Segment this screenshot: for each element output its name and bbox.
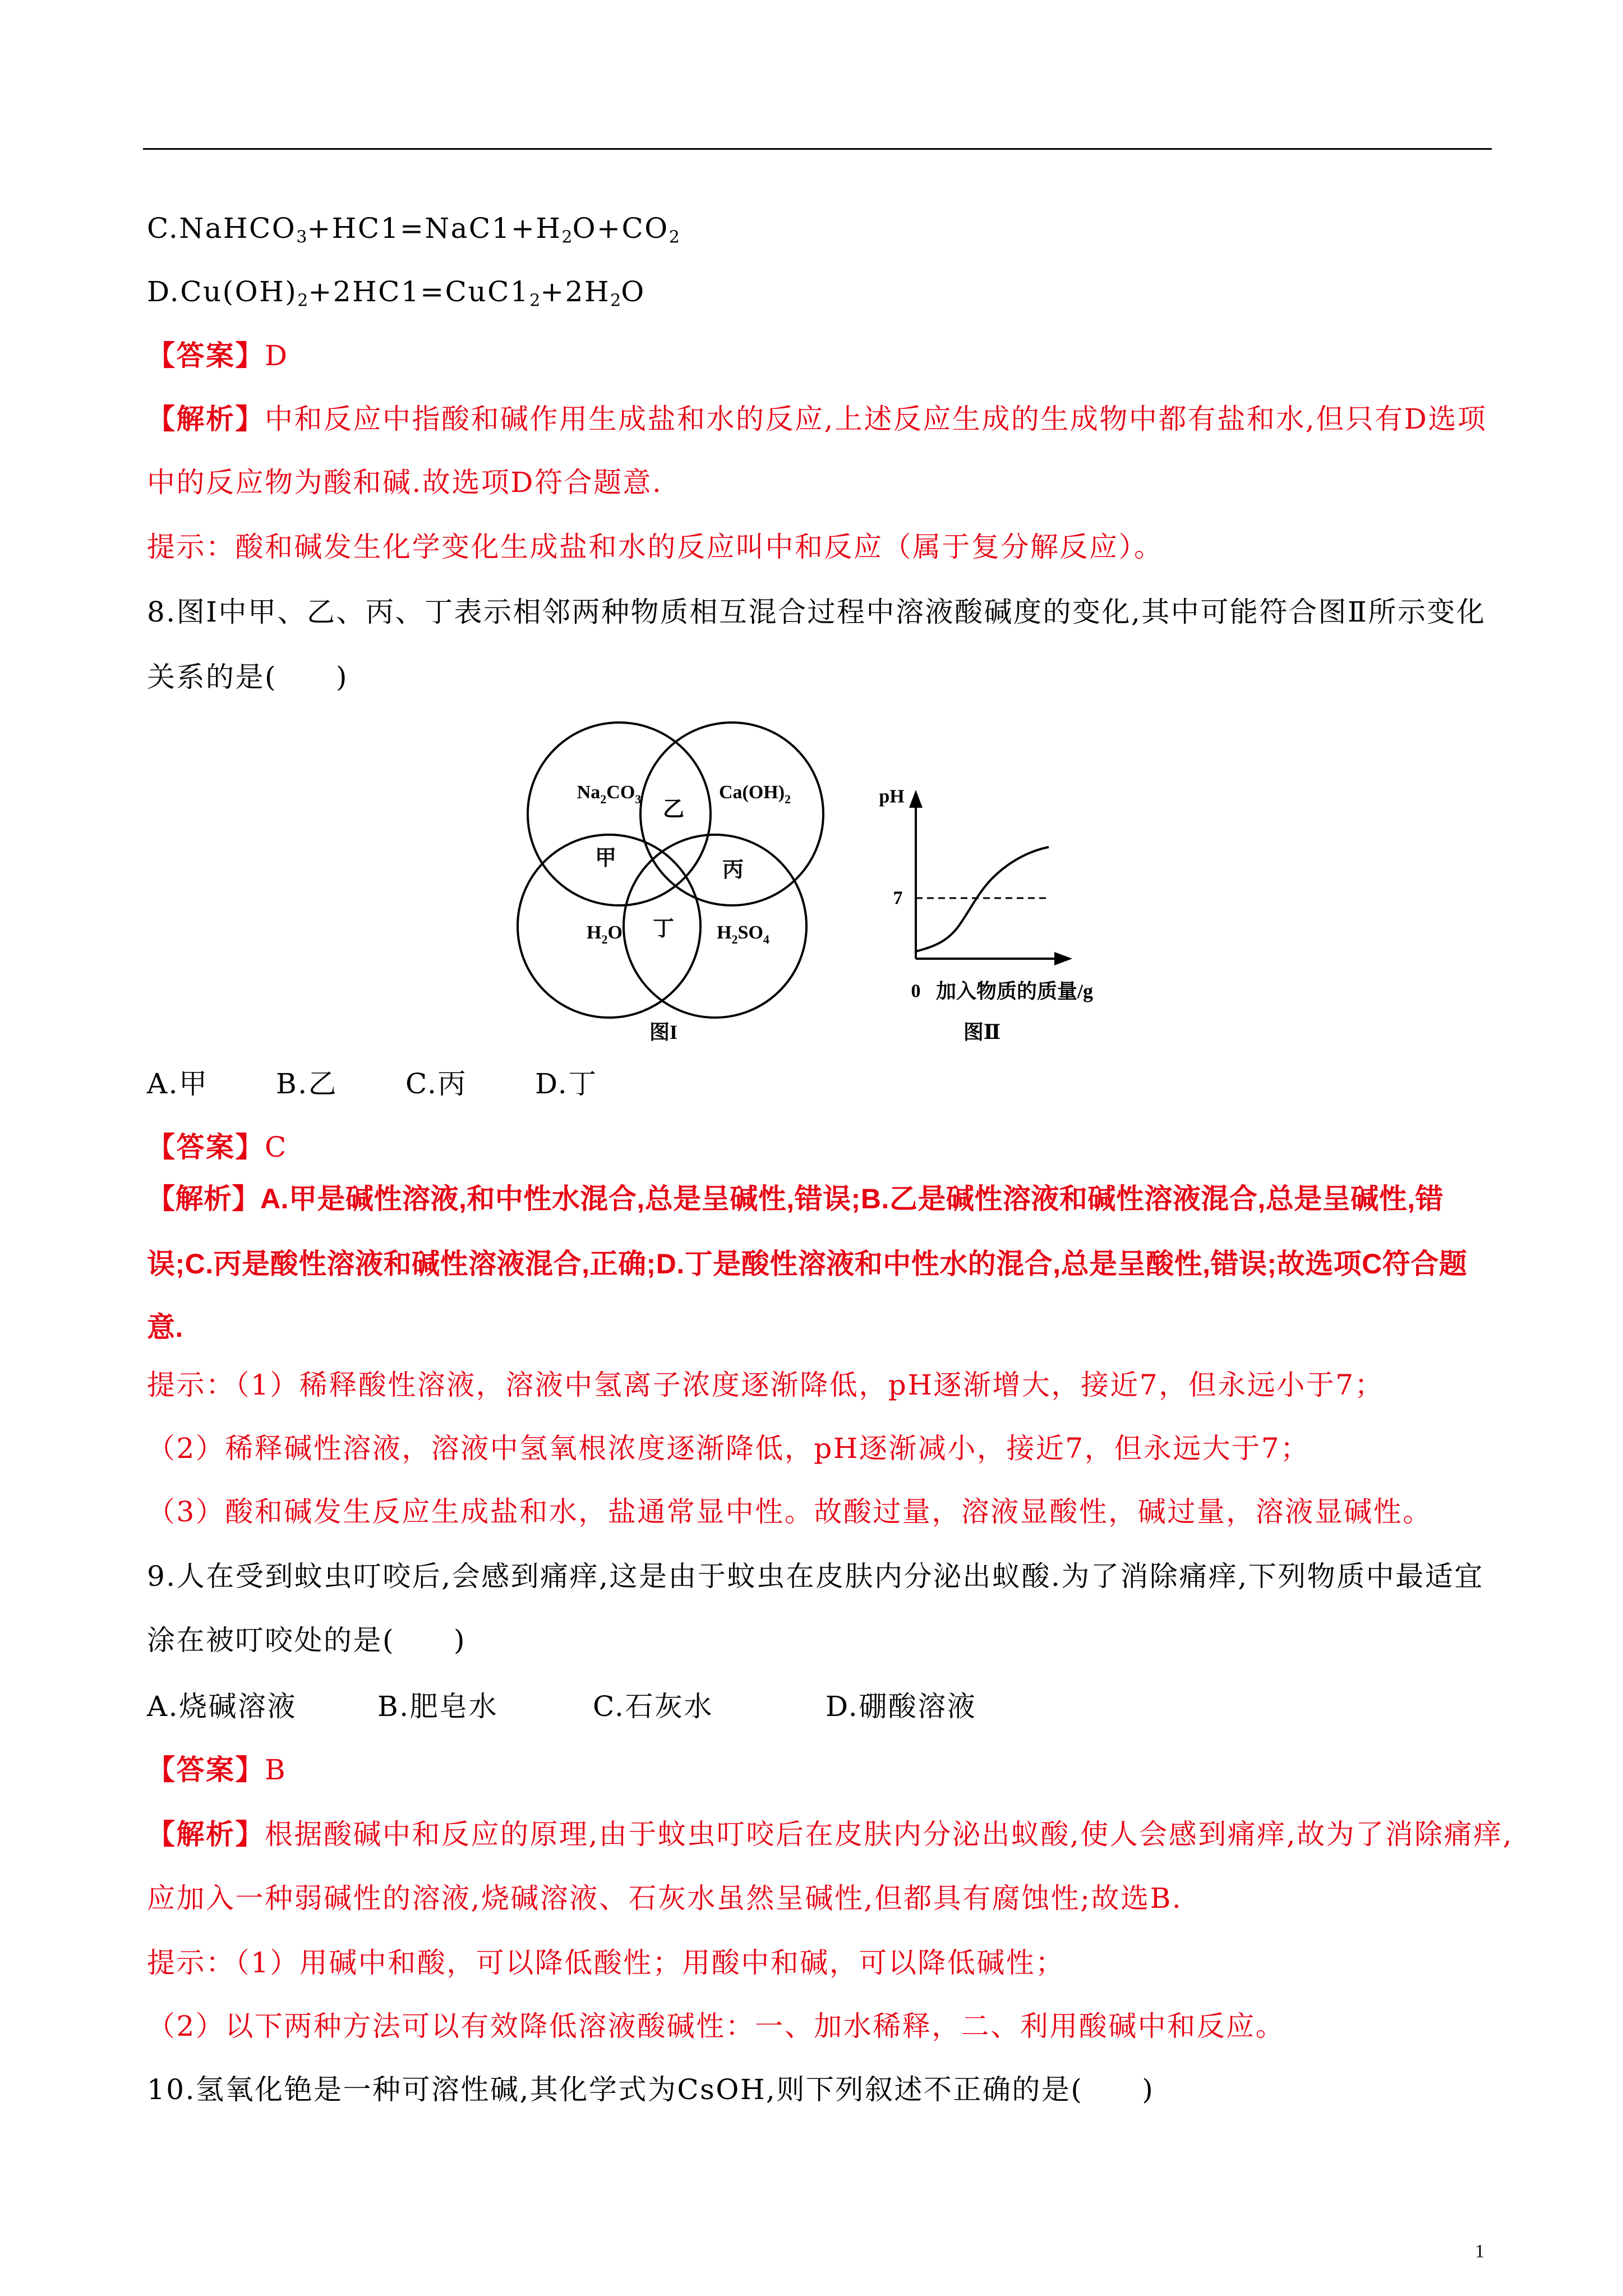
q9-analysis-line-1 <box>147 1818 1513 1851</box>
q7-answer <box>147 339 289 372</box>
q9-hint-line-1: 提示：（1）用碱中和酸，可以降低酸性；用酸中和碱，可以降低碱性； <box>147 1947 1065 1979</box>
ph-curve <box>916 847 1049 951</box>
label-part: O <box>607 922 623 943</box>
label-yi: 乙 <box>662 798 685 821</box>
formula-text: O+CO <box>572 212 669 245</box>
analysis-tag: 【解析】 <box>147 1818 265 1851</box>
figure-1-venn <box>518 723 823 1018</box>
q9-stem-line-1: 9.人在受到蚊虫叮咬后,会感到痛痒,这是由于蚊虫在皮肤内分泌出蚁酸.为了消除痛痒,下列物质中最适宜 <box>147 1560 1484 1593</box>
label-bing: 丙 <box>722 858 744 882</box>
label-subscript: 2 <box>601 932 608 946</box>
label-h2o <box>587 922 623 947</box>
formula-text: +2HC1=CuC1 <box>308 275 530 308</box>
answer-value: B <box>265 1754 287 1786</box>
q8-option-c: C.丙 <box>405 1068 467 1100</box>
q9-option-a: A.烧碱溶液 <box>147 1690 297 1723</box>
q10-stem: 10.氢氧化铯是一种可溶性碱,其化学式为CsOH,则下列叙述不正确的是( ) <box>147 2073 1155 2106</box>
formula-text: C.NaHCO <box>147 212 297 245</box>
q9-options <box>147 1690 1156 1723</box>
x-axis-arrow <box>1054 952 1072 965</box>
origin-label: 0 <box>911 981 921 1002</box>
answer-value: D <box>265 339 289 372</box>
subscript: 2 <box>668 227 680 247</box>
label-subscript: 2 <box>785 792 791 806</box>
q8-hint-line-3: （3）酸和碱发生反应生成盐和水，盐通常显中性。故酸过量，溶液显酸性，碱过量，溶液显碱性。 <box>147 1496 1432 1528</box>
analysis-tag: 【解析】 <box>147 402 265 435</box>
label-part: SO <box>737 922 763 943</box>
circle-h2so4 <box>624 835 806 1018</box>
q9-option-c: C.石灰水 <box>593 1690 713 1723</box>
formula-text: D.Cu(OH) <box>147 275 298 308</box>
q9-option-b: B.肥皂水 <box>377 1690 499 1723</box>
figure-2-caption: 图Ⅱ <box>963 1021 1001 1043</box>
figure-2-ph-graph <box>879 786 1093 1044</box>
label-ding: 丁 <box>652 917 675 941</box>
subscript: 2 <box>561 227 573 247</box>
formula-text: +2H <box>540 275 611 308</box>
formula-text: O <box>621 275 645 308</box>
page-number: 1 <box>1475 2241 1484 2262</box>
q8-hint-line-1: 提示：（1）稀释酸性溶液，溶液中氢离子浓度逐渐降低，pH逐渐增大，接近7，但永远小于7； <box>147 1369 1385 1401</box>
answer-value: C <box>265 1131 288 1163</box>
q7-option-d <box>147 275 645 309</box>
label-na2co3 <box>577 782 642 807</box>
q7-analysis-line-2: 中的反应物为酸和碱.故选项D符合题意. <box>147 466 663 499</box>
figure-1-caption: 图I <box>649 1021 678 1043</box>
subscript: 2 <box>610 291 621 311</box>
q7-hint: 提示：酸和碱发生化学变化生成盐和水的反应叫中和反应（属于复分解反应）。 <box>147 531 1164 563</box>
formula-text: +HC1=NaC1+H <box>307 212 562 245</box>
answer-tag: 【答案】 <box>147 1130 265 1163</box>
q8-analysis-line-3: 意. <box>147 1312 183 1343</box>
q9-option-d: D.硼酸溶液 <box>826 1690 977 1723</box>
analysis-text: 根据酸碱中和反应的原理,由于蚊虫叮咬后在皮肤内分泌出蚁酸,使人会感到痛痒,故为了消除痛痒, <box>265 1818 1514 1851</box>
label-h2so4 <box>717 922 769 947</box>
analysis-tag: 【解析】 <box>147 1183 260 1214</box>
q9-hint-line-2: （2）以下两种方法可以有效降低溶液酸碱性：一、加水稀释，二、利用酸碱中和反应。 <box>147 2010 1285 2042</box>
analysis-text: A.甲是碱性溶液,和中性水混合,总是呈碱性,错误;B.乙是碱性溶液和碱性溶液混合,总是呈碱性,错 <box>260 1183 1444 1214</box>
label-part: H <box>717 922 732 943</box>
answer-tag: 【答案】 <box>147 339 265 372</box>
q9-stem-line-2: 涂在被叮咬处的是( ) <box>147 1624 467 1657</box>
q8-hint-line-2: （2）稀释碱性溶液，溶液中氢氧根浓度逐渐降低，pH逐渐减小，接近7，但永远大于7； <box>147 1432 1310 1465</box>
q8-analysis-line-2: 误;C.丙是酸性溶液和碱性溶液混合,正确;D.丁是酸性溶液和中性水的混合,总是呈酸性,错误;故选项C符合题 <box>147 1248 1468 1280</box>
q8-option-a: A.甲 <box>147 1068 209 1100</box>
q7-option-c <box>147 211 680 245</box>
label-subscript: 2 <box>600 792 607 806</box>
answer-tag: 【答案】 <box>147 1753 265 1786</box>
q8-options <box>147 1067 820 1101</box>
x-axis-label: 加入物质的质量/g <box>935 980 1094 1002</box>
q9-answer <box>147 1753 287 1787</box>
y-axis-arrow <box>909 790 923 808</box>
label-part: Ca(OH) <box>718 781 785 803</box>
label-subscript: 4 <box>763 932 769 946</box>
label-part: CO <box>606 781 635 803</box>
analysis-text: 中和反应中指酸和碱作用生成盐和水的反应,上述反应生成的生成物中都有盐和水,但只有D选项 <box>265 403 1487 435</box>
label-caoh2 <box>719 782 791 807</box>
label-subscript: 3 <box>635 792 642 806</box>
subscript: 2 <box>297 291 308 311</box>
subscript: 2 <box>529 291 541 311</box>
q8-answer <box>147 1130 288 1164</box>
subscript: 3 <box>296 227 307 247</box>
q8-figures <box>505 707 1122 1055</box>
q8-option-b: B.乙 <box>276 1068 338 1100</box>
label-part: Na <box>577 781 601 803</box>
q8-stem-line-2: 关系的是( ) <box>147 661 349 693</box>
y-tick-7: 7 <box>893 887 903 909</box>
label-jia: 甲 <box>594 846 617 870</box>
q8-analysis-line-1 <box>147 1182 1444 1216</box>
q7-analysis-line-1 <box>147 402 1487 436</box>
header-rule <box>143 148 1492 150</box>
y-axis-label: pH <box>879 786 905 807</box>
label-part: H <box>587 922 602 943</box>
q8-stem-line-1: 8.图Ⅰ中甲、乙、丙、丁表示相邻两种物质相互混合过程中溶液酸碱度的变化,其中可能符合图Ⅱ所示变化 <box>147 596 1486 628</box>
label-subscript: 2 <box>731 932 738 946</box>
q8-option-d: D.丁 <box>535 1068 598 1100</box>
q9-analysis-line-2: 应加入一种弱碱性的溶液,烧碱溶液、石灰水虽然呈碱性,但都具有腐蚀性;故选B. <box>147 1882 1183 1915</box>
